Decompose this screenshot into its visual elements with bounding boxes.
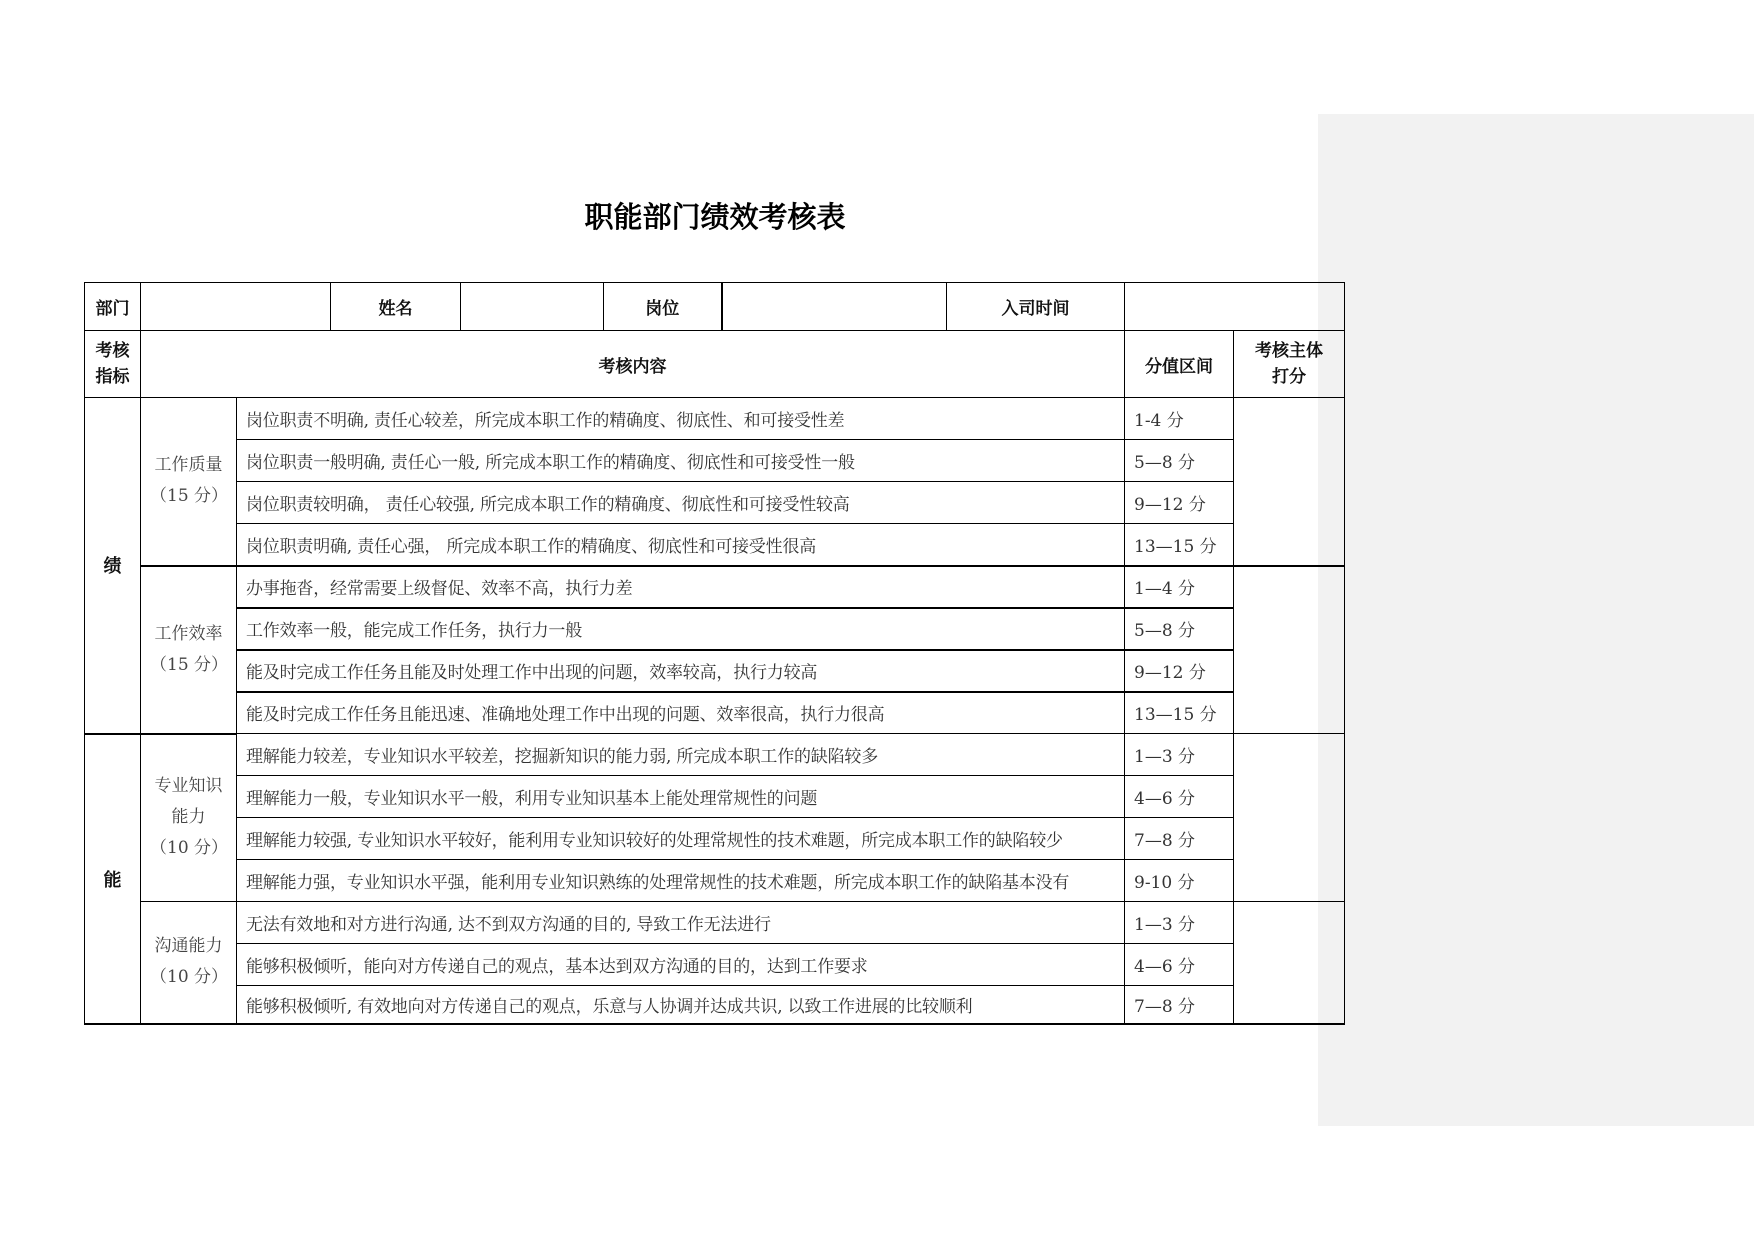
rater-header-line2: 打分 [1272,367,1306,387]
post-label: 岗位 [604,283,722,331]
sub-indicator-points: （10 分） [150,967,229,988]
table-row [85,608,1345,650]
score-range-cell: 5—8 分 [1125,608,1234,650]
table-row [85,860,1345,902]
sub-indicator-points: （15 分） [150,486,229,507]
table-row [85,944,1345,986]
score-range-cell: 1—4 分 [1125,566,1234,608]
table-row [85,650,1345,692]
criteria-cell: 岗位职责一般明确, 责任心一般, 所完成本职工作的精确度、彻底性和可接受性一般 [237,440,1125,482]
criteria-cell: 理解能力较差，专业知识水平较差，挖掘新知识的能力弱, 所完成本职工作的缺陷较多 [237,734,1125,776]
right-side-panel [1318,114,1754,1126]
table-row [85,398,1345,440]
post-field[interactable] [722,283,947,331]
score-range-cell: 1—3 分 [1125,734,1234,776]
score-range-cell: 5—8 分 [1125,440,1234,482]
table-row [85,566,1345,608]
name-label: 姓名 [331,283,461,331]
criteria-cell: 能够积极倾听，能向对方传递自己的观点，基本达到双方沟通的目的，达到工作要求 [237,944,1125,986]
sub-indicator-name: 沟通能力 [154,936,223,957]
criteria-cell: 理解能力较强, 专业知识水平较好，能利用专业知识较好的处理常规性的技术难题，所完成本职工作的缺陷较少 [237,818,1125,860]
indicator-header-line1: 考核 [95,341,130,361]
score-range-cell: 7—8 分 [1125,818,1234,860]
sub-indicator-points: （10 分） [150,838,229,859]
content-header: 考核内容 [141,331,1125,398]
indicator-header-line2: 指标 [95,367,130,387]
score-range-cell: 4—6 分 [1125,776,1234,818]
sub-indicator-name: 工作效率 [154,623,223,644]
join-date-field[interactable] [1125,283,1345,331]
score-range-cell: 13—15 分 [1125,524,1234,566]
indicator-ability: 能 [85,734,141,1024]
criteria-cell: 无法有效地和对方进行沟通, 达不到双方沟通的目的, 导致工作无法进行 [237,902,1125,944]
table-row [85,902,1345,944]
join-date-label: 入司时间 [947,283,1125,331]
sub-indicator-name-line1: 专业知识 [154,776,223,797]
sub-indicator-name-line2: 能力 [171,807,206,828]
rater-score-field[interactable] [1234,566,1345,734]
sub-indicator-points: （15 分） [150,654,229,675]
table-row [85,818,1345,860]
rater-header-line1: 考核主体 [1255,341,1323,361]
criteria-cell: 理解能力强，专业知识水平强，能利用专业知识熟练的处理常规性的技术难题，所完成本职工作的缺陷基本没有 [237,860,1125,902]
rater-score-field[interactable] [1234,902,1345,1024]
criteria-cell: 能够积极倾听, 有效地向对方传递自己的观点，乐意与人协调并达成共识, 以致工作进展的比较顺利 [237,986,1125,1024]
sub-indicator-communication [141,902,237,1024]
score-range-header: 分值区间 [1125,331,1234,398]
score-range-cell: 13—15 分 [1125,692,1234,734]
assessment-table [84,282,1345,1025]
rater-header [1234,331,1345,398]
dept-field[interactable] [141,283,331,331]
score-range-cell: 4—6 分 [1125,944,1234,986]
sub-indicator-knowledge [141,734,237,902]
criteria-cell: 能及时完成工作任务且能迅速、准确地处理工作中出现的问题、效率很高，执行力很高 [237,692,1125,734]
criteria-cell: 岗位职责较明确， 责任心较强, 所完成本职工作的精确度、彻底性和可接受性较高 [237,482,1125,524]
table-row [85,734,1345,776]
table-row [85,440,1345,482]
indicator-performance: 绩 [85,398,141,734]
sub-indicator-efficiency [141,566,237,734]
criteria-cell: 工作效率一般，能完成工作任务，执行力一般 [237,608,1125,650]
score-range-cell: 1—3 分 [1125,902,1234,944]
table-row [85,524,1345,566]
score-range-cell: 9-10 分 [1125,860,1234,902]
indicator-header [85,331,141,398]
rater-score-field[interactable] [1234,734,1345,902]
score-range-cell: 9—12 分 [1125,650,1234,692]
sub-indicator-name: 工作质量 [154,455,223,476]
info-row [85,283,1345,331]
criteria-cell: 能及时完成工作任务且能及时处理工作中出现的问题，效率较高，执行力较高 [237,650,1125,692]
table-row [85,692,1345,734]
score-range-cell: 9—12 分 [1125,482,1234,524]
criteria-cell: 理解能力一般，专业知识水平一般，利用专业知识基本上能处理常规性的问题 [237,776,1125,818]
table-row [85,776,1345,818]
criteria-cell: 岗位职责明确, 责任心强， 所完成本职工作的精确度、彻底性和可接受性很高 [237,524,1125,566]
column-header-row [85,331,1345,398]
sub-indicator-quality [141,398,237,566]
name-field[interactable] [461,283,604,331]
score-range-cell: 7—8 分 [1125,986,1234,1024]
dept-label: 部门 [85,283,141,331]
criteria-cell: 岗位职责不明确, 责任心较差，所完成本职工作的精确度、彻底性、和可接受性差 [237,398,1125,440]
score-range-cell: 1-4 分 [1125,398,1234,440]
criteria-cell: 办事拖沓，经常需要上级督促、效率不高，执行力差 [237,566,1125,608]
table-row [85,986,1345,1024]
rater-score-field[interactable] [1234,398,1345,566]
table-row [85,482,1345,524]
document-title: 职能部门绩效考核表 [584,200,846,234]
